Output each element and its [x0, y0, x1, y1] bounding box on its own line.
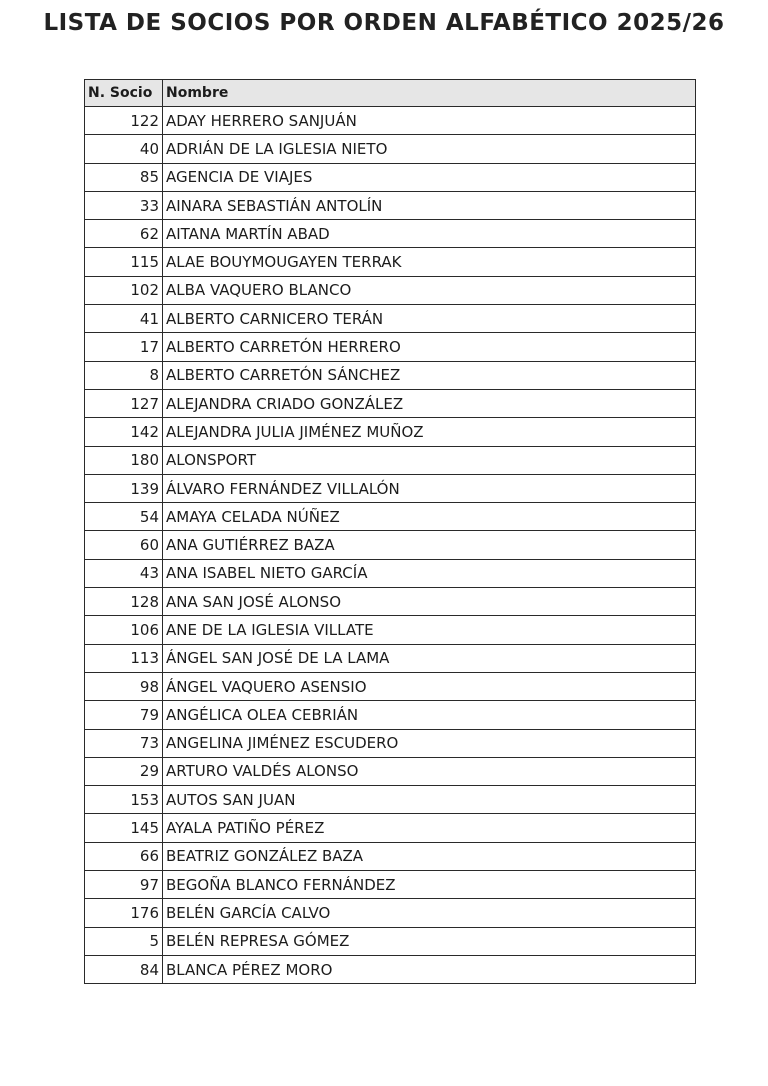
table-row	[85, 871, 696, 899]
members-table	[84, 79, 696, 984]
member-number: 5	[85, 927, 163, 955]
member-number: 128	[85, 588, 163, 616]
member-name: AUTOS SAN JUAN	[163, 786, 696, 814]
member-number: 84	[85, 955, 163, 983]
member-number: 139	[85, 474, 163, 502]
column-header-number: N. Socio	[85, 80, 163, 107]
table-row	[85, 757, 696, 785]
table-row	[85, 474, 696, 502]
member-name: ALBERTO CARRETÓN SÁNCHEZ	[163, 361, 696, 389]
table-row	[85, 927, 696, 955]
member-name: BEATRIZ GONZÁLEZ BAZA	[163, 842, 696, 870]
table-row	[85, 220, 696, 248]
member-name: ALEJANDRA CRIADO GONZÁLEZ	[163, 389, 696, 417]
member-number: 79	[85, 701, 163, 729]
member-number: 85	[85, 163, 163, 191]
member-name: BELÉN GARCÍA CALVO	[163, 899, 696, 927]
table-row	[85, 842, 696, 870]
page-title: LISTA DE SOCIOS POR ORDEN ALFABÉTICO 2025/26	[43, 10, 725, 36]
member-name: ÁNGEL SAN JOSÉ DE LA LAMA	[163, 644, 696, 672]
member-number: 113	[85, 644, 163, 672]
member-name: ANA SAN JOSÉ ALONSO	[163, 588, 696, 616]
member-name: ANA ISABEL NIETO GARCÍA	[163, 559, 696, 587]
table-row	[85, 588, 696, 616]
table-row	[85, 503, 696, 531]
table-row	[85, 389, 696, 417]
table-row	[85, 955, 696, 983]
member-name: ANE DE LA IGLESIA VILLATE	[163, 616, 696, 644]
table-row	[85, 701, 696, 729]
member-name: AGENCIA DE VIAJES	[163, 163, 696, 191]
member-number: 62	[85, 220, 163, 248]
member-name: ADAY HERRERO SANJUÁN	[163, 107, 696, 135]
member-name: ALBERTO CARNICERO TERÁN	[163, 305, 696, 333]
member-name: ALBA VAQUERO BLANCO	[163, 276, 696, 304]
table-row	[85, 672, 696, 700]
header-row	[85, 80, 696, 107]
member-name: ALONSPORT	[163, 446, 696, 474]
table-header	[85, 80, 696, 107]
table-row	[85, 644, 696, 672]
member-number: 60	[85, 531, 163, 559]
table-row	[85, 616, 696, 644]
column-header-name: Nombre	[163, 80, 696, 107]
member-number: 127	[85, 389, 163, 417]
member-name: BLANCA PÉREZ MORO	[163, 955, 696, 983]
member-number: 66	[85, 842, 163, 870]
member-number: 145	[85, 814, 163, 842]
table-row	[85, 135, 696, 163]
member-number: 98	[85, 672, 163, 700]
table-row	[85, 191, 696, 219]
member-name: ALAE BOUYMOUGAYEN TERRAK	[163, 248, 696, 276]
table-row	[85, 899, 696, 927]
table-row	[85, 814, 696, 842]
table-row	[85, 305, 696, 333]
member-name: BELÉN REPRESA GÓMEZ	[163, 927, 696, 955]
table-row	[85, 276, 696, 304]
table-body	[85, 107, 696, 984]
member-number: 122	[85, 107, 163, 135]
member-number: 142	[85, 418, 163, 446]
table-row	[85, 361, 696, 389]
member-number: 102	[85, 276, 163, 304]
member-name: ALBERTO CARRETÓN HERRERO	[163, 333, 696, 361]
member-number: 97	[85, 871, 163, 899]
member-number: 73	[85, 729, 163, 757]
table-row	[85, 333, 696, 361]
member-name: AITANA MARTÍN ABAD	[163, 220, 696, 248]
member-number: 41	[85, 305, 163, 333]
table-row	[85, 531, 696, 559]
member-number: 106	[85, 616, 163, 644]
table-row	[85, 163, 696, 191]
member-number: 33	[85, 191, 163, 219]
member-name: ANGÉLICA OLEA CEBRIÁN	[163, 701, 696, 729]
member-number: 43	[85, 559, 163, 587]
member-name: ANA GUTIÉRREZ BAZA	[163, 531, 696, 559]
member-name: ÁLVARO FERNÁNDEZ VILLALÓN	[163, 474, 696, 502]
member-number: 29	[85, 757, 163, 785]
table-row	[85, 248, 696, 276]
table-row	[85, 418, 696, 446]
member-number: 115	[85, 248, 163, 276]
table-row	[85, 786, 696, 814]
table-row	[85, 446, 696, 474]
member-name: ALEJANDRA JULIA JIMÉNEZ MUÑOZ	[163, 418, 696, 446]
member-name: ADRIÁN DE LA IGLESIA NIETO	[163, 135, 696, 163]
member-number: 54	[85, 503, 163, 531]
member-name: ÁNGEL VAQUERO ASENSIO	[163, 672, 696, 700]
member-name: ARTURO VALDÉS ALONSO	[163, 757, 696, 785]
table-row	[85, 107, 696, 135]
member-number: 40	[85, 135, 163, 163]
member-name: ANGELINA JIMÉNEZ ESCUDERO	[163, 729, 696, 757]
member-number: 180	[85, 446, 163, 474]
member-name: AYALA PATIÑO PÉREZ	[163, 814, 696, 842]
member-number: 17	[85, 333, 163, 361]
table-row	[85, 559, 696, 587]
member-number: 8	[85, 361, 163, 389]
member-name: BEGOÑA BLANCO FERNÁNDEZ	[163, 871, 696, 899]
member-number: 153	[85, 786, 163, 814]
member-name: AINARA SEBASTIÁN ANTOLÍN	[163, 191, 696, 219]
table-row	[85, 729, 696, 757]
member-number: 176	[85, 899, 163, 927]
member-name: AMAYA CELADA NÚÑEZ	[163, 503, 696, 531]
